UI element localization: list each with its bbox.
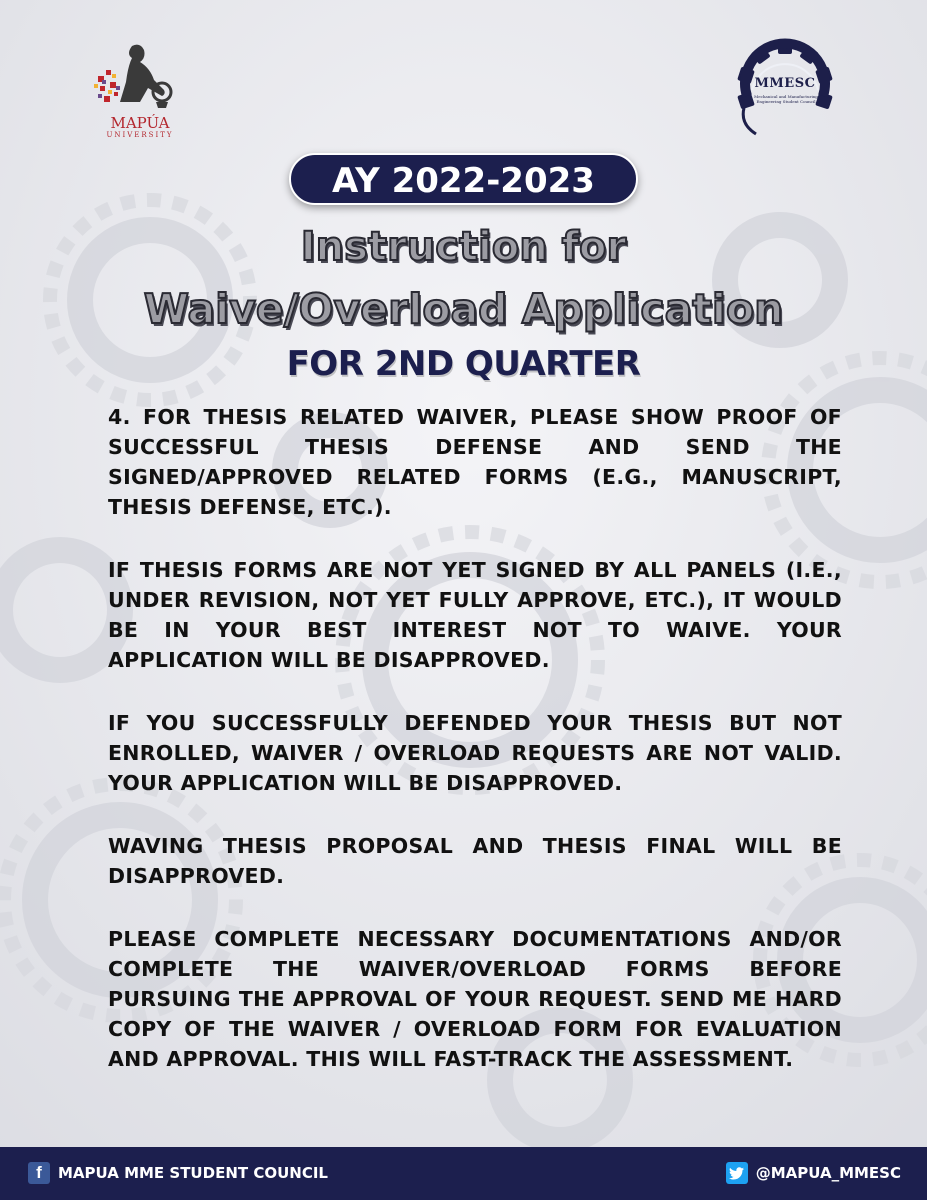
footer-bar <box>0 1147 927 1200</box>
mmesc-name: MMESC <box>754 76 816 91</box>
mmesc-subtitle: Mechanical and Manufacturing Engineering Student Council <box>754 94 818 104</box>
instruction-paragraph: IF THESIS FORMS ARE NOT YET SIGNED BY ALL PANELS (I.E., UNDER REVISION, NOT YET FULLY APPROVE, ETC.), IT WOULD BE IN YOUR BEST INTEREST NOT TO WAIVE. YOUR APPLICATION WILL BE DISAPPROVED. <box>108 558 842 672</box>
mapua-logo <box>80 36 200 139</box>
mapua-emblem-icon <box>80 36 200 116</box>
instructions-body <box>108 402 842 1107</box>
mapua-name: MAPÚA <box>110 114 170 132</box>
academic-year-badge: AY 2022-2023 <box>289 153 638 205</box>
instruction-paragraph: 4. FOR THESIS RELATED WAIVER, PLEASE SHOW PROOF OF SUCCESSFUL THESIS DEFENSE AND SEND THE SIGNED/APPROVED RELATED FORMS (E.G., MANUSCRIPT, THESIS DEFENSE, ETC.). <box>108 405 842 519</box>
mmesc-logo <box>730 38 840 138</box>
title-line-2: Waive/Overload Application <box>143 285 784 333</box>
facebook-link[interactable] <box>28 1162 328 1184</box>
twitter-link[interactable] <box>726 1162 901 1184</box>
instruction-paragraph: PLEASE COMPLETE NECESSARY DOCUMENTATIONS AND/OR COMPLETE THE WAIVER/OVERLOAD FORMS BEFORE PURSUING THE APPROVAL OF YOUR REQUEST. SEND ME HARD COPY OF THE WAIVER / OVERLOAD FORM FOR EVALUATION AND APPROVAL. THIS WILL FAST-TRACK THE ASSESSMENT. <box>108 927 842 1071</box>
title-line-1: Instruction for <box>300 224 627 270</box>
facebook-page-name: MAPUA MME STUDENT COUNCIL <box>58 1164 328 1182</box>
twitter-icon <box>726 1162 748 1184</box>
quarter-subtitle: FOR 2ND QUARTER <box>286 344 641 384</box>
twitter-handle: @MAPUA_MMESC <box>755 1164 901 1182</box>
mapua-subtitle: UNIVERSITY <box>106 131 174 139</box>
instruction-paragraph: WAVING THESIS PROPOSAL AND THESIS FINAL WILL BE DISAPPROVED. <box>108 834 842 888</box>
instruction-paragraph: IF YOU SUCCESSFULLY DEFENDED YOUR THESIS BUT NOT ENROLLED, WAIVER / OVERLOAD REQUESTS ARE NOT VALID. YOUR APPLICATION WILL BE DISAPPROVED. <box>108 711 842 795</box>
facebook-icon: f <box>28 1162 50 1184</box>
